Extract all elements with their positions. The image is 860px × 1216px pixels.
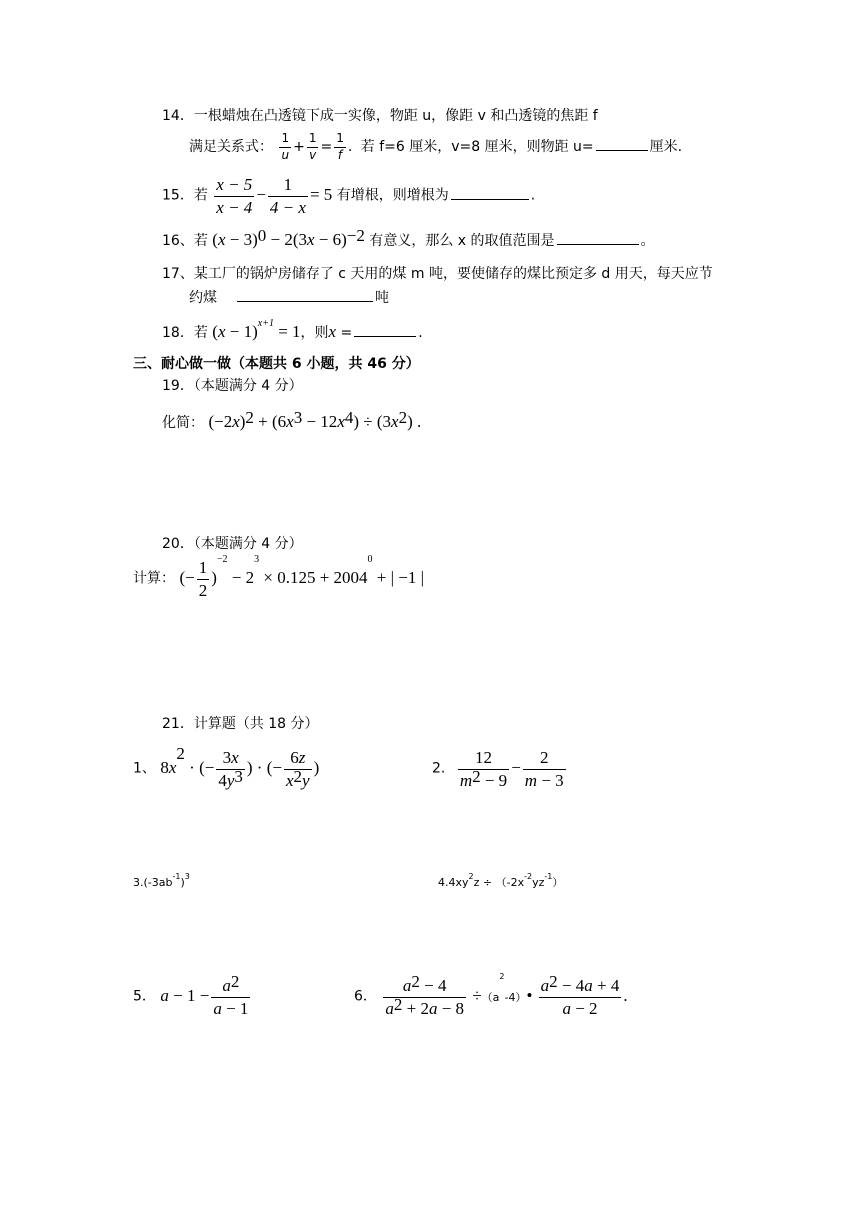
q16-expression: $(x - 3)^0 - 2(3x - 6)^{-2}$	[212, 226, 365, 249]
q16-suffix: 有意义，那么 x 的取值范围是	[369, 233, 555, 249]
q19-line	[162, 408, 422, 432]
q16-prefix: 若	[193, 233, 208, 249]
q14-formula: $\frac{1}{u}$ + $\frac{1}{v}$ = $\frac{1}{f}$ .	[281, 131, 357, 162]
q18-end: .	[418, 325, 423, 341]
q21-item-4-number: 4.	[438, 876, 449, 889]
q20-number: 20．	[162, 536, 194, 552]
q21-item-5-expression: a − 1 − $\frac{a^2}{a - 1}$	[160, 972, 249, 1018]
q18-middle: ，则	[300, 325, 329, 341]
q14-condition: 若 f=6 厘米，v=8 厘米，则物距 u=	[360, 138, 594, 155]
q17-text2: 约煤	[189, 290, 217, 306]
q21-item-1	[133, 743, 320, 790]
q20-label: 计算：	[133, 570, 175, 587]
q16-answer-blank[interactable]	[557, 243, 639, 245]
q21-item-4-expression: $4xy^2z \div (-2x^{-2}yz^{-1})$	[448, 872, 564, 889]
q21-item-3-expression: $(-3ab^{-1})^3$	[143, 872, 190, 889]
q15-equation: $\frac{x - 5}{x - 4}$ − $\frac{1}{4 - x}$ = 5	[216, 175, 333, 217]
q19-expression: $(-2x)^2 + (6x^3 - 12x^4) \div (3x^2)$ .	[208, 408, 422, 431]
q18-prefix: 若	[193, 325, 208, 341]
q15-prefix: 若	[193, 187, 208, 204]
q21-item-1-expression: $8x^2$ · (− $\frac{3x}{4y^3}$ ) · (− $\frac{6z}{x^2y}$ )	[160, 743, 320, 790]
q15-answer-blank[interactable]	[451, 198, 529, 200]
q19-note: （本题满分 4 分）	[193, 378, 303, 394]
q15-line	[162, 175, 535, 217]
q17-line1	[162, 266, 713, 283]
q21-item-2-expression: $\frac{12}{m^2 - 9}$ − $\frac{2}{m - 3}$	[459, 748, 564, 790]
q21-number: 21．	[162, 716, 194, 732]
section-3-heading: 三、耐心做一做（本题共 6 小题，共 46 分）	[133, 356, 420, 372]
q20-header	[162, 536, 303, 553]
q18-var: x	[328, 322, 337, 341]
q20-note: （本题满分 4 分）	[193, 536, 303, 552]
q18-eq: =	[336, 325, 353, 341]
q20-expression: (− $\frac{1}{2}$ )$^{-2} - 2^3 \times 0.125 + 2004^0$ + | −1 |	[179, 553, 425, 600]
q17-line2	[189, 290, 389, 307]
q21-item-2-number: 2.	[432, 760, 446, 777]
q18-expression: $(x - 1)^{x+1} = 1$	[212, 318, 301, 341]
q21-header	[162, 716, 319, 733]
q21-item-5-number: 5．	[133, 988, 156, 1005]
q21-item-4	[438, 872, 564, 889]
q15-end: .	[530, 187, 536, 204]
q21-item-6-expression: $\frac{a^2 - 4}{a^2 + 2a - 8}$ $\div(a^2-4)•$ $\frac{a^2 - 4a + 4}{a - 2}$ .	[385, 971, 628, 1018]
q14-unit: 厘米.	[649, 138, 683, 155]
q21-item-5	[133, 972, 252, 1018]
q20-line	[133, 553, 425, 600]
q14-prefix: 满足关系式：	[189, 138, 273, 155]
q21-item-3	[133, 872, 190, 889]
q19-number: 19．	[162, 378, 194, 394]
q14-answer-blank[interactable]	[596, 149, 648, 151]
q17-text: 某工厂的锅炉房储存了 c 天用的煤 m 吨，要使储存的煤比预定多 d 用天，每天应节	[193, 266, 713, 282]
q14-line1	[162, 108, 598, 125]
q21-item-2	[432, 748, 568, 790]
q19-header	[162, 378, 303, 395]
q21-item-1-number: 1、	[133, 760, 156, 777]
q14-line2	[189, 132, 682, 163]
q21-item-3-number: 3.	[133, 876, 144, 889]
q17-answer-blank[interactable]	[237, 300, 373, 302]
q18-line	[162, 318, 423, 342]
q16-number: 16、	[162, 233, 194, 249]
q18-number: 18．	[162, 325, 194, 341]
q14-text: 一根蜡烛在凸透镜下成一实像，物距 u，像距 v 和凸透镜的焦距 f	[193, 108, 598, 124]
q17-number: 17、	[162, 266, 194, 282]
q15-number: 15．	[162, 187, 194, 204]
q19-label: 化简：	[162, 415, 204, 431]
q15-suffix: 有增根，则增根为	[336, 187, 449, 204]
q17-unit: 吨	[375, 290, 389, 306]
q21-item-6-number: 6．	[354, 988, 377, 1005]
q21-title: 计算题（共 18 分）	[193, 716, 319, 732]
q21-item-6	[354, 971, 628, 1018]
q14-number: 14．	[162, 108, 194, 124]
q18-answer-blank[interactable]	[354, 335, 416, 337]
q16-end: 。	[640, 233, 655, 249]
q16-line	[162, 226, 655, 250]
